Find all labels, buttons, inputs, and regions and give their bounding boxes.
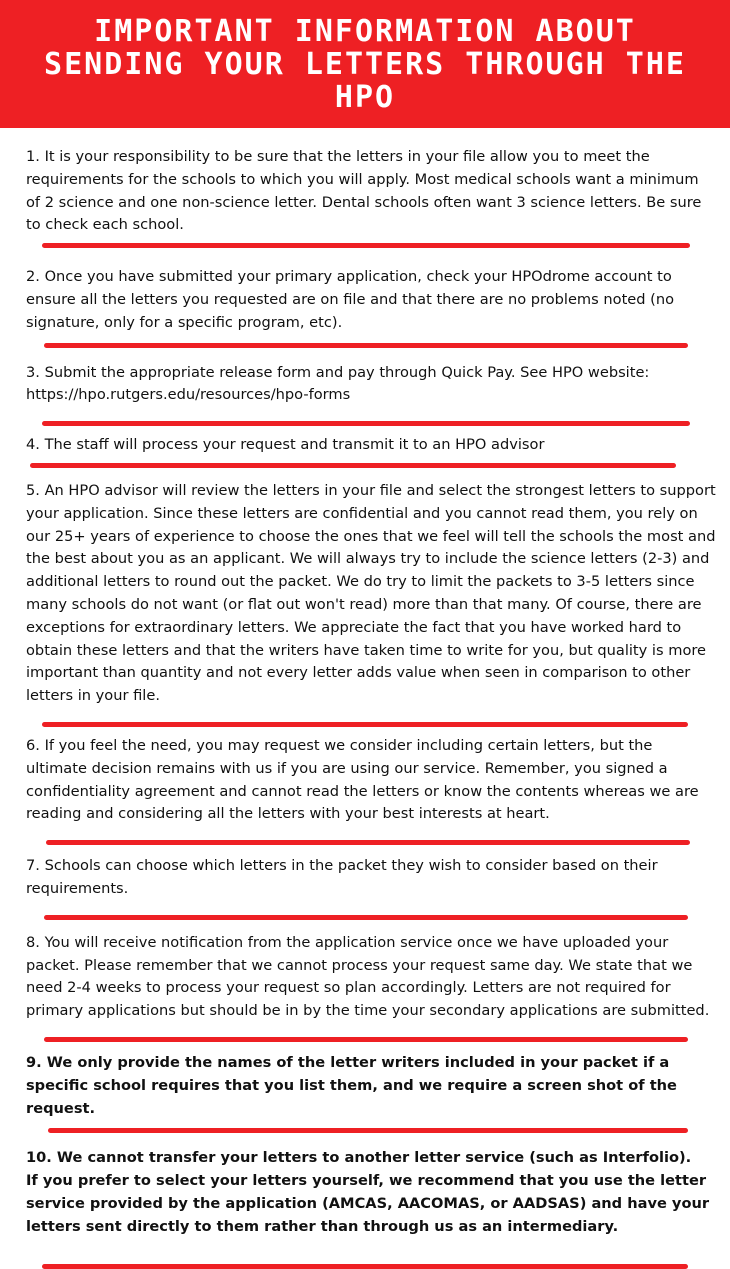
info-item-5: 5. An HPO advisor will review the letters in your file and select the strongest letters to support your application. Since these letters are confidential and you cannot read them, you rely on our 25+ years of experience to choose the ones that we feel will tell the schools the most and the best about you as an applicant. We will always try to include the science letters (2-3) and additional letters to round out the packet. We do try to limit the packets to 3-5 letters since many schools do not want (or flat out won't read) more than that many. Of course, there are exceptions for extraordinary letters. We appreciate the fact that you have worked hard to obtain these letters and that the writers have taken time to write for you, but quality is more important than quantity and not every letter adds value when seen in comparison to other letters in your file. bbox=[26, 481, 716, 705]
info-item-1: 1. It is your responsibility to be sure that the letters in your file allow you to meet the requirements for the schools to which you will apply. Most medical schools want a minimum of 2 science and one non-science letter. Dental schools often want 3 science letters. Be sure to check each school. bbox=[26, 148, 702, 234]
info-list bbox=[26, 146, 716, 1269]
info-item-7: 7. Schools can choose which letters in the packet they wish to consider based on their requirements. bbox=[26, 857, 658, 897]
info-item-10 bbox=[26, 1147, 716, 1238]
info-item-2: 2. Once you have submitted your primary application, check your HPOdrome account to ensure all the letters you requested are on file and that there are no problems noted (no signature, only for a specific program, etc). bbox=[26, 268, 675, 331]
red-divider bbox=[42, 421, 690, 426]
info-item-8: 8. You will receive notification from the application service once we have uploaded your packet. Please remember that we cannot process your request same day. We state that we need 2-4 weeks to process your request so plan accordingly. Letters are not required for primary applications but should be in by the time your secondary applications are submitted. bbox=[26, 933, 710, 1020]
red-divider bbox=[44, 915, 688, 920]
title-banner bbox=[0, 0, 730, 128]
page-title: IMPORTANT INFORMATION ABOUT SENDING YOUR LETTERS THROUGH THE HPO bbox=[44, 13, 686, 115]
red-divider bbox=[44, 1037, 688, 1042]
red-divider bbox=[30, 463, 676, 468]
red-divider bbox=[48, 1128, 688, 1133]
info-item-4: 4. The staff will process your request and transmit it to an HPO advisor bbox=[26, 436, 545, 454]
info-item-3: 3. Submit the appropriate release form and pay through Quick Pay. See HPO website: https://hpo.rutgers.edu/resources/hpo-forms bbox=[26, 363, 650, 404]
red-divider bbox=[42, 1264, 688, 1269]
red-divider bbox=[46, 840, 690, 845]
red-divider bbox=[42, 722, 688, 727]
info-item-10-line-2: If you prefer to select your letters yourself, we recommend that you use the letter service provided by the application (AMCAS, AACOMAS, or AADSAS) and have your letters sent directly to them rather than through us as an intermediary. bbox=[26, 1172, 710, 1235]
info-item-10-line-1: 10. We cannot transfer your letters to another letter service (such as Interfolio). bbox=[26, 1149, 692, 1167]
red-divider bbox=[42, 243, 690, 248]
red-divider bbox=[44, 343, 688, 348]
info-item-9: 9. We only provide the names of the letter writers included in your packet if a specific school requires that you list them, and we require a screen shot of the request. bbox=[26, 1053, 677, 1117]
info-item-6: 6. If you feel the need, you may request we consider including certain letters, but the ultimate decision remains with us if you are using our service. Remember, you signed a confidentiality agreement and cannot read the letters or know the contents whereas we are reading and considering all the letters with your best interests at heart. bbox=[26, 736, 699, 823]
